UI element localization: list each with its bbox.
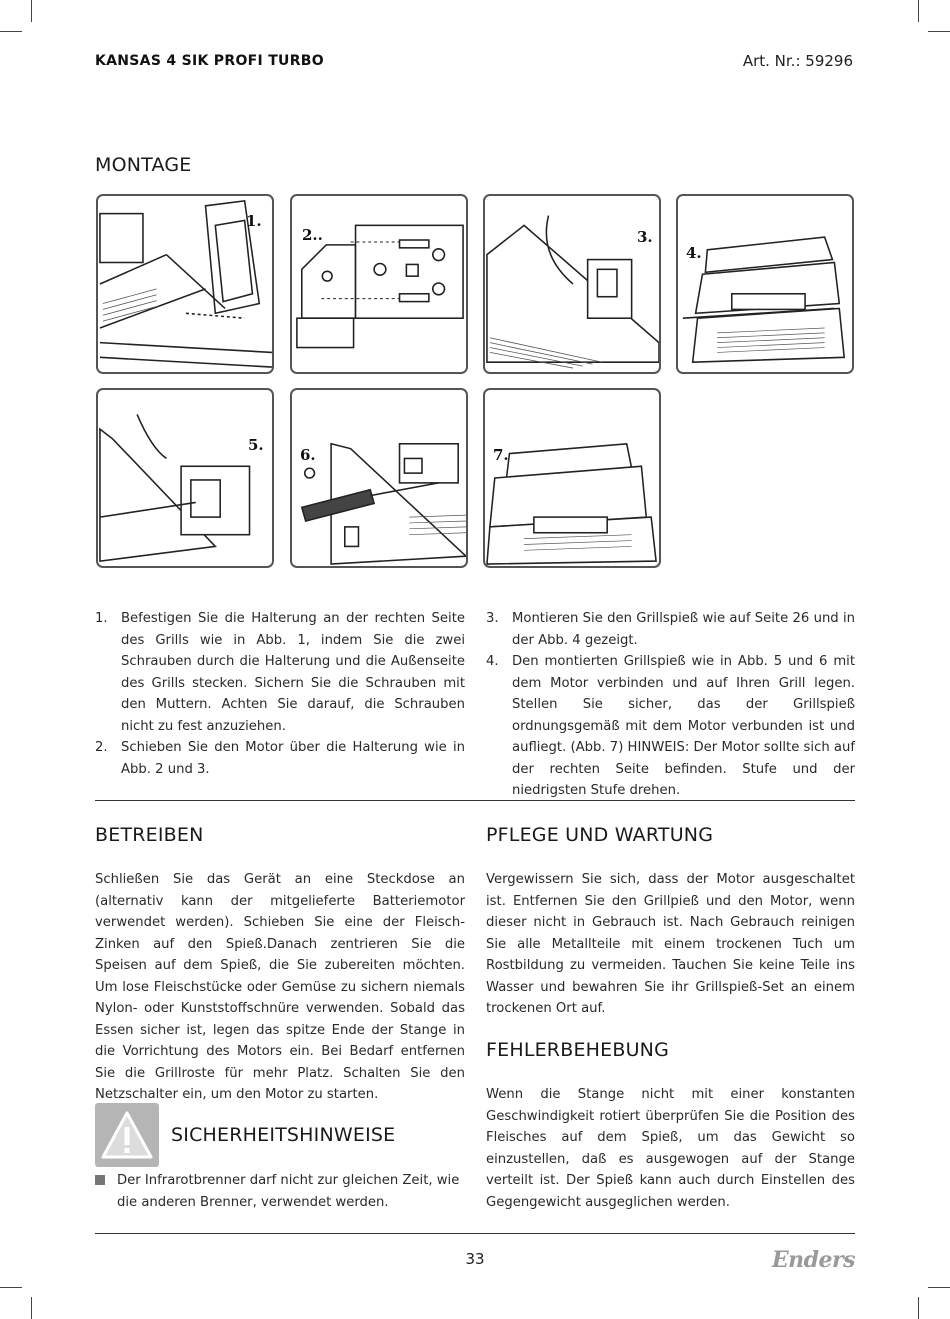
divider (95, 1233, 855, 1234)
paragraph: Schließen Sie das Gerät an eine Steckdose an (alternativ kann der mitgelieferte Batteriemotor verwendet werden). Schieben Sie eine der Fleisch-Zinken auf den Spieß.Danach zentrieren Sie die Speisen auf dem Spieß, die Sie zubereiten möchten. Um lose Fleischstücke oder Gemüse zu sichern niemals Nylon- oder Kunststoffschnüre verwenden. Sobald das Essen sicher ist, legen das spitze Ende der Stange in die Vorrichtung des Motors ein. Bei Bedarf entfernen Sie die Grillroste für mehr Platz. Schalten Sie den Netzschalter ein, um den Motor zu starten. (95, 872, 465, 1102)
figure-6-illustration (292, 390, 466, 566)
figure-3-illustration (485, 196, 659, 372)
bullet-icon (95, 1175, 105, 1185)
figure-2-illustration (292, 196, 466, 372)
section-title-montage: MONTAGE (95, 154, 192, 176)
crop-mark (31, 0, 32, 22)
figure-5-illustration (98, 390, 272, 566)
divider (95, 800, 855, 801)
crop-mark (928, 1287, 950, 1288)
crop-mark (928, 31, 950, 32)
crop-mark (31, 1297, 32, 1319)
figure-number: 3. (637, 228, 653, 246)
figure-number: 5. (248, 436, 264, 454)
list-item: 1. Befestigen Sie die Halterung an der rechten Seite des Grills wie in Abb. 1, indem Sie die zwei Schrauben durch die Halterung und die Außenseite des Grills stecken. Sichern Sie die Schrauben mit den Muttern. Achten Sie darauf, die Schrauben nicht zu fest anzuziehen. (95, 611, 465, 734)
figure-number: 6. (300, 446, 316, 464)
figure-number: 4. (686, 244, 702, 262)
section-title-betreiben: BETREIBEN (95, 824, 204, 846)
article-number: Art. Nr.: 59296 (742, 52, 853, 70)
product-title: KANSAS 4 SIK PROFI TURBO (95, 53, 324, 69)
crop-mark (918, 1297, 919, 1319)
section-title-fehlerbehebung: FEHLERBEHEBUNG (486, 1039, 670, 1061)
figure-1 (96, 194, 274, 374)
figure-3 (483, 194, 661, 374)
figure-number: 7. (493, 446, 509, 464)
safety-list (95, 1170, 465, 1213)
figure-4 (676, 194, 854, 374)
list-item: 2. Schieben Sie den Motor über die Halterung wie in Abb. 2 und 3. (95, 740, 465, 777)
montage-steps-left (95, 608, 465, 780)
list-item: 3. Montieren Sie den Grillspieß wie auf Seite 26 und in der Abb. 4 gezeigt. (486, 611, 855, 648)
crop-mark (918, 0, 919, 22)
figure-7-illustration (485, 390, 659, 566)
warning-icon (95, 1103, 159, 1167)
crop-mark (0, 31, 22, 32)
pflege-text (486, 869, 855, 1020)
section-title-sicherheitshinweise: SICHERHEITSHINWEISE (171, 1124, 396, 1146)
betreiben-text (95, 869, 465, 1106)
figure-number: 2.. (302, 226, 323, 244)
section-title-pflege: PFLEGE UND WARTUNG (486, 824, 714, 846)
list-item: Der Infrarotbrenner darf nicht zur gleichen Zeit, wie die anderen Brenner, verwendet werden. (95, 1170, 465, 1213)
figure-2 (290, 194, 468, 374)
figure-5 (96, 388, 274, 568)
figure-4-illustration (678, 196, 852, 372)
list-item: 4. Den montierten Grillspieß wie in Abb. 5 und 6 mit dem Motor verbinden und auf Ihren Grill legen. Stellen Sie sicher, das der Grillspieß ordnungsgemäß mit dem Motor verbunden ist und aufliegt. (Abb. 7) HINWEIS: Der Motor sollte sich auf der rechten Seite befinden. Stufe und der niedrigsten Stufe drehen. (486, 654, 855, 798)
crop-mark (0, 1287, 22, 1288)
paragraph: Wenn die Stange nicht mit einer konstanten Geschwindigkeit rotiert überprüfen Sie die Position des Fleisches auf dem Spieß, um das Gewicht so einzustellen, daß es ausgewogen auf der Stange verteilt ist. Der Spieß kann auch durch Einstellen des Gegengewicht ausgeglichen werden. (486, 1087, 855, 1210)
figure-number: 1. (246, 212, 262, 230)
figure-6 (290, 388, 468, 568)
paragraph: Vergewissern Sie sich, dass der Motor ausgeschaltet ist. Entfernen Sie den Grillpieß und den Motor, wenn dieser nicht in Gebrauch ist. Nach Gebrauch reinigen Sie alle Metallteile mit einem trockenen Tuch um Rostbildung zu vermeiden. Tauchen Sie keine Teile ins Wasser und bewahren Sie ihr Grillspieß-Set an einem trockenen Ort auf. (486, 872, 855, 1016)
page-number: 33 (465, 1250, 485, 1268)
brand-logo: Enders (771, 1247, 855, 1273)
fehler-text (486, 1084, 855, 1213)
montage-steps-right (486, 608, 855, 802)
figure-7 (483, 388, 661, 568)
